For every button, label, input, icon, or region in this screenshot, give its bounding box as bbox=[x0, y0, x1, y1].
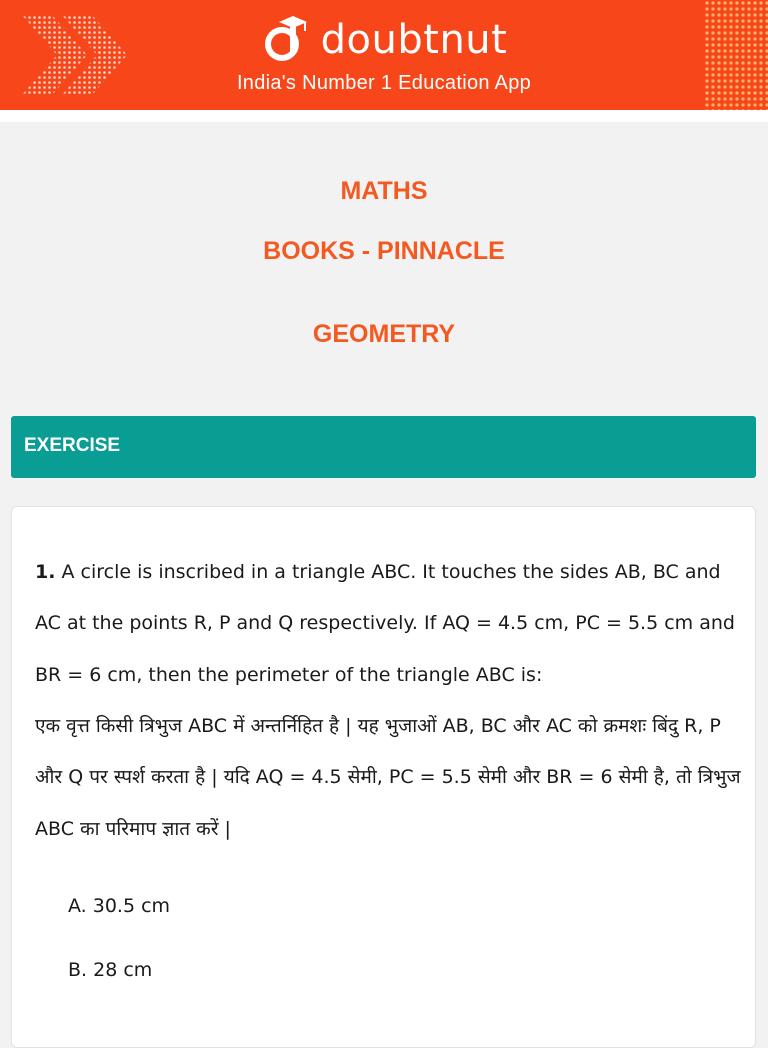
question-card bbox=[11, 506, 756, 1048]
doubtnut-logo-icon bbox=[261, 14, 313, 66]
question-text-english bbox=[35, 547, 743, 701]
question-body-english: A circle is inscribed in a triangle ABC. It touches the sides AB, BC and AC at the points R, P and Q respectively. If AQ = 4.5 cm, PC = 5.5 cm and BR = 6 cm, then the perimeter of the triangle ABC is: bbox=[35, 561, 735, 686]
option-a[interactable]: A. 30.5 cm bbox=[68, 895, 171, 917]
question-text-hindi: एक वृत्त किसी त्रिभुज ABC में अन्तर्निहित है | यह भुजाओं AB, BC और AC को क्रमशः बिंदु R, P और Q पर स्पर्श करता है | यदि AQ = 4.5 सेमी, PC = 5.5 सेमी और BR = 6 सेमी है, तो त्रिभुज ABC का परिमाप ज्ञात करें | bbox=[35, 715, 741, 840]
question-number: 1. bbox=[35, 561, 56, 583]
section-header bbox=[11, 416, 756, 478]
app-header bbox=[0, 0, 768, 110]
section-label: EXERCISE bbox=[24, 435, 121, 456]
tagline: India's Number 1 Education App bbox=[236, 72, 532, 94]
option-b[interactable]: B. 28 cm bbox=[68, 959, 153, 981]
brand-logo bbox=[0, 10, 768, 70]
chapter-title: GEOMETRY bbox=[312, 320, 456, 348]
subject-title: MATHS bbox=[340, 177, 428, 205]
book-title: BOOKS - PINNACLE bbox=[263, 237, 505, 265]
brand-name: doubtnut bbox=[320, 17, 508, 63]
header-divider bbox=[0, 110, 768, 122]
